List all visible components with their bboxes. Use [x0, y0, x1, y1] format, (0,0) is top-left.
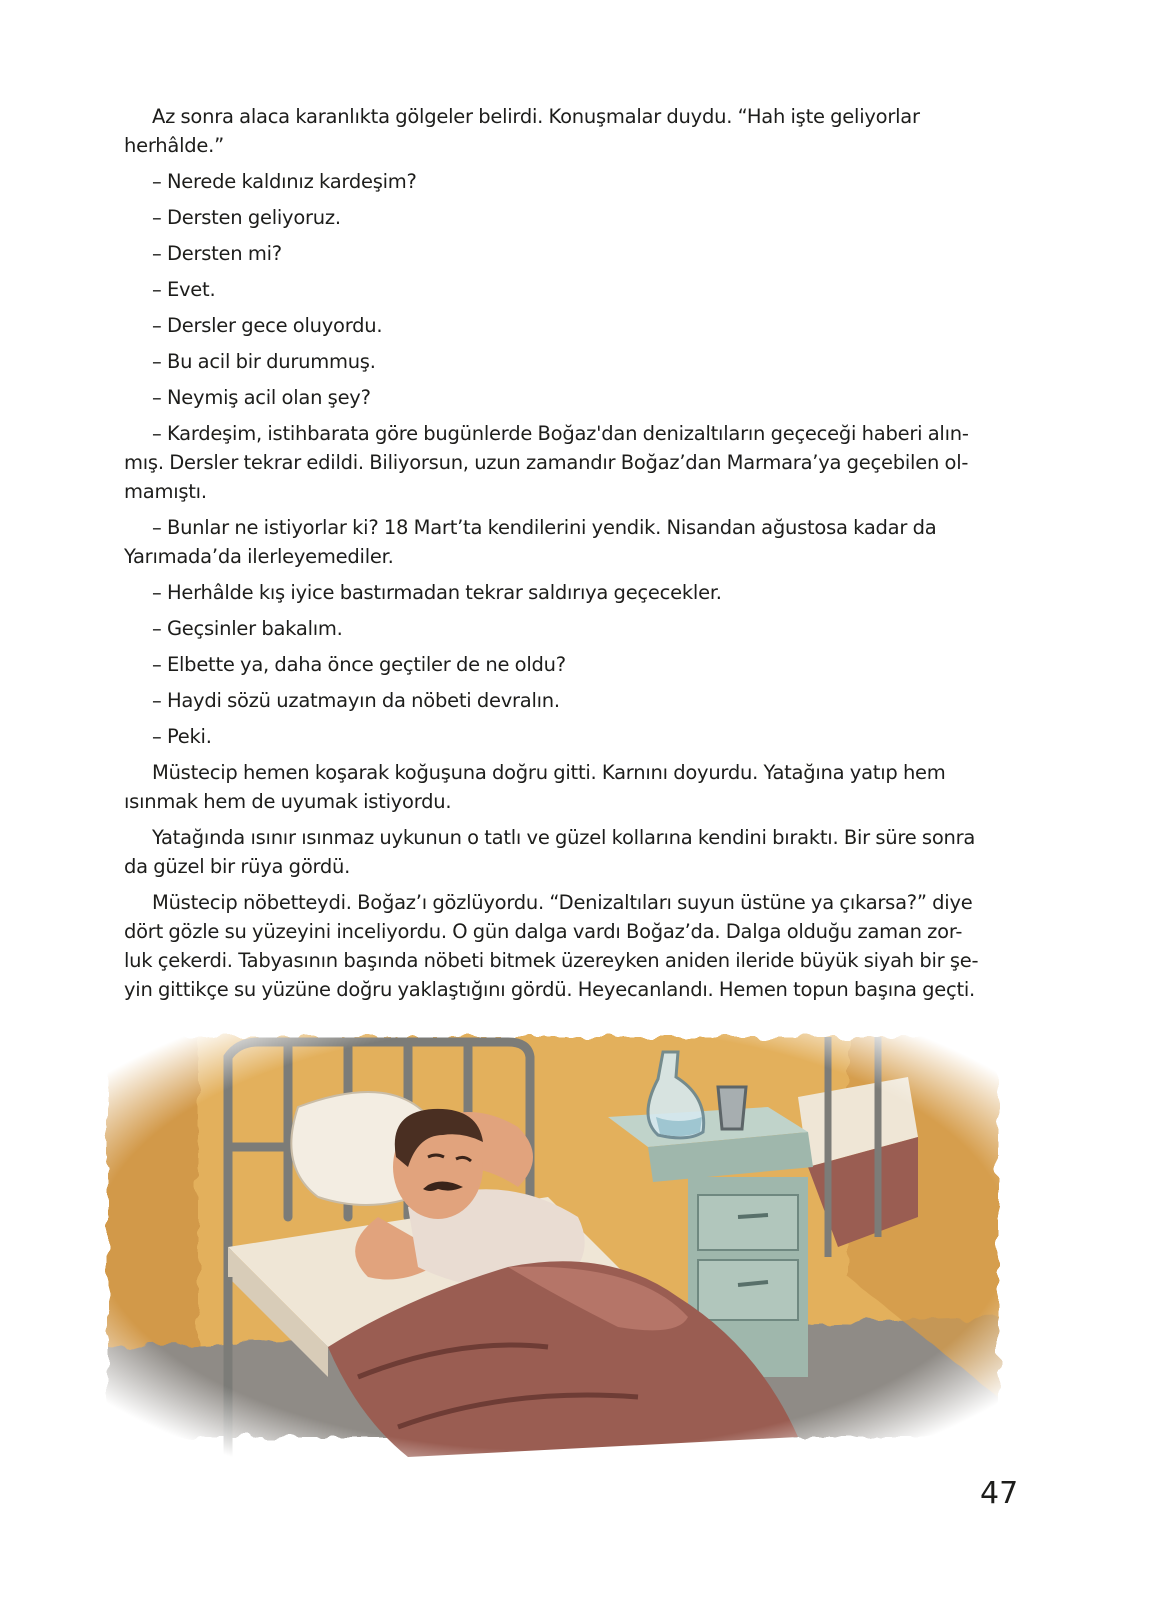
text-line: – Dersler gece oluyordu.: [152, 314, 383, 337]
text-line: Müstecip hemen koşarak koğuşuna doğru gitti. Karnını doyurdu. Yatağına yatıp hem: [152, 761, 946, 784]
paragraph: [124, 419, 1004, 506]
text-line: mamıştı.: [124, 480, 207, 503]
text-line: – Kardeşim, istihbarata göre bugünlerde Boğaz'dan denizaltıların geçeceği haberi alın-: [152, 422, 969, 445]
paragraph: [124, 758, 1004, 816]
paragraph: [124, 650, 1004, 679]
text-line: – Elbette ya, daha önce geçtiler de ne oldu?: [152, 653, 566, 676]
paragraph: [124, 578, 1004, 607]
text-line: – Evet.: [152, 278, 216, 301]
paragraph: [124, 722, 1004, 751]
text-line: – Bu acil bir durummuş.: [152, 350, 376, 373]
paragraph: [124, 823, 1004, 881]
text-line: Yarımada’da ilerleyemediler.: [124, 545, 394, 568]
paragraph: [124, 275, 1004, 304]
paragraph: [124, 102, 1004, 160]
body-text: [124, 102, 1004, 1011]
paragraph: [124, 686, 1004, 715]
paragraph: [124, 239, 1004, 268]
text-line: mış. Dersler tekrar edildi. Biliyorsun, uzun zamandır Boğaz’dan Marmara’ya geçebilen ol-: [124, 451, 969, 474]
text-line: – Bunlar ne istiyorlar ki? 18 Mart’ta kendilerini yendik. Nisandan ağustosa kadar da: [152, 516, 937, 539]
paragraph: [124, 513, 1004, 571]
text-line: ısınmak hem de uyumak istiyordu.: [124, 790, 452, 813]
text-line: – Nerede kaldınız kardeşim?: [152, 170, 417, 193]
sleeping-soldier-illustration: [78, 1017, 1028, 1459]
text-line: – Haydi sözü uzatmayın da nöbeti devralın.: [152, 689, 560, 712]
text-line: – Neymiş acil olan şey?: [152, 386, 371, 409]
paragraph: [124, 203, 1004, 232]
text-line: – Geçsinler bakalım.: [152, 617, 343, 640]
text-line: – Dersten mi?: [152, 242, 282, 265]
text-line: Yatağında ısınır ısınmaz uykunun o tatlı ve güzel kollarına kendini bıraktı. Bir süre sonra: [152, 826, 976, 849]
text-line: – Herhâlde kış iyice bastırmadan tekrar saldırıya geçecekler.: [152, 581, 722, 604]
text-line: yin gittikçe su yüzüne doğru yaklaştığını gördü. Heyecanlandı. Hemen topun başına geçti.: [124, 978, 976, 1001]
page-number: 47: [980, 1476, 1019, 1511]
paragraph: [124, 614, 1004, 643]
text-line: herhâlde.”: [124, 134, 224, 157]
paragraph: [124, 311, 1004, 340]
text-line: luk çekerdi. Tabyasının başında nöbeti bitmek üzereyken aniden ileride büyük siyah bir şe-: [124, 949, 979, 972]
paragraph: [124, 383, 1004, 412]
paragraph: [124, 888, 1004, 1004]
paragraph: [124, 167, 1004, 196]
text-line: – Peki.: [152, 725, 212, 748]
text-line: Müstecip nöbetteydi. Boğaz’ı gözlüyordu. “Denizaltıları suyun üstüne ya çıkarsa?” diye: [152, 891, 973, 914]
text-line: Az sonra alaca karanlıkta gölgeler belirdi. Konuşmalar duydu. “Hah işte geliyorlar: [152, 105, 920, 128]
text-line: – Dersten geliyoruz.: [152, 206, 341, 229]
paragraph: [124, 347, 1004, 376]
text-line: da güzel bir rüya gördü.: [124, 855, 351, 878]
text-line: dört gözle su yüzeyini inceliyordu. O gün dalga vardı Boğaz’da. Dalga olduğu zaman zor-: [124, 920, 963, 943]
